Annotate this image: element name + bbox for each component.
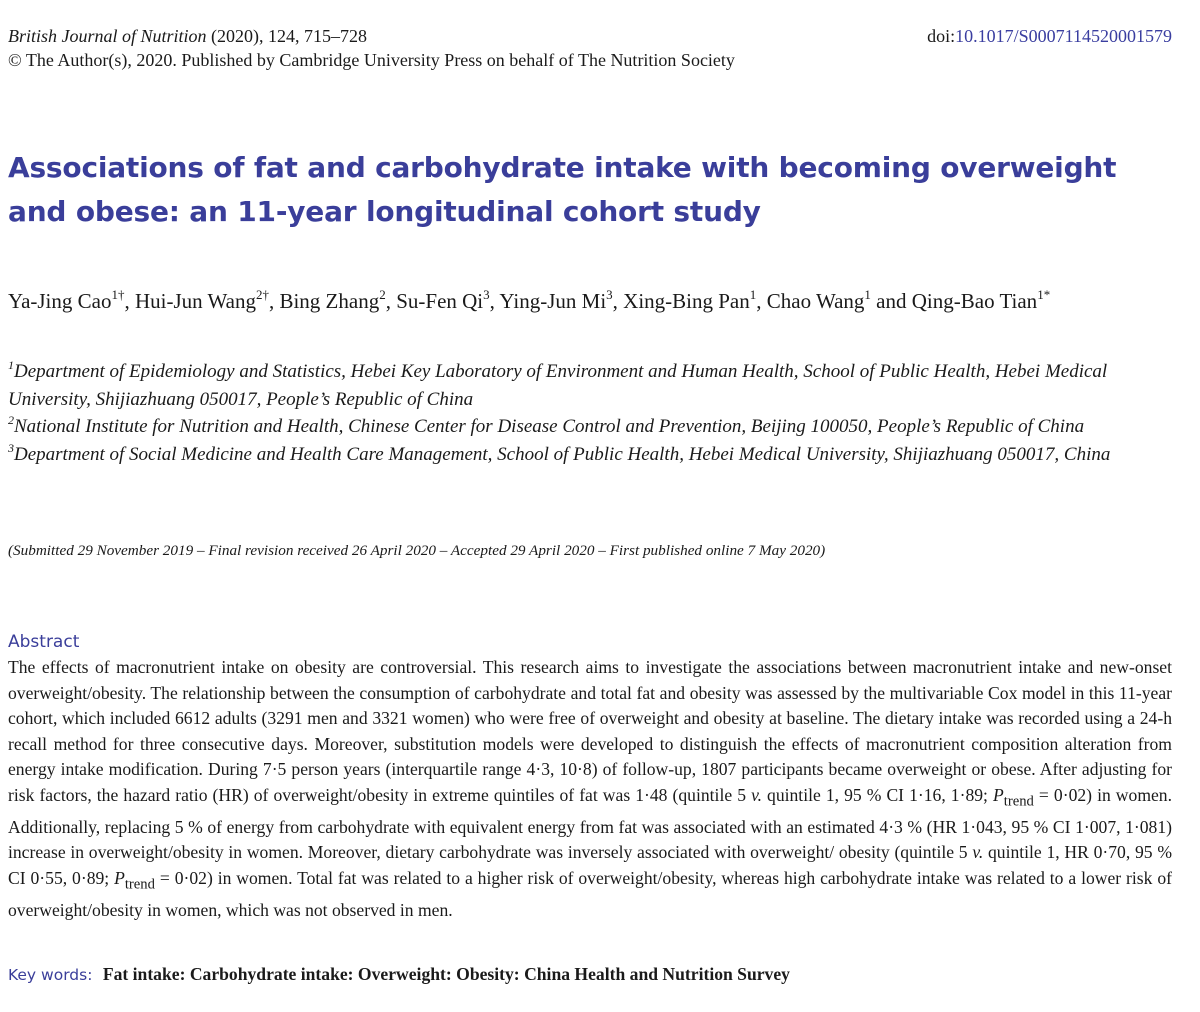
author-name: Ya-Jing Cao: [8, 289, 112, 313]
affiliation-number: 1: [8, 358, 14, 372]
copyright-line: © The Author(s), 2020. Published by Cambridge University Press on behalf of The Nutrition Society: [8, 50, 735, 70]
header-citation-row: [8, 24, 1172, 48]
author-name: Xing-Bing Pan: [623, 289, 750, 313]
author-name: Bing Zhang: [279, 289, 380, 313]
affiliation: [8, 441, 1172, 469]
keywords-list: Fat intake: Carbohydrate intake: Overweight: Obesity: China Health and Nutrition Survey: [102, 964, 790, 984]
affiliation-text: National Institute for Nutrition and Health, Chinese Center for Disease Control and Prevention, Beijing 100050, People’s Republic of China: [14, 416, 1085, 438]
abstract-body: [8, 655, 1172, 923]
affiliation-number: 3: [8, 440, 14, 455]
author-separator: and: [870, 289, 912, 313]
author-separator: ,: [756, 289, 767, 313]
abstract-segment: quintile 1, 95 % CI 1·16, 1·89;: [761, 784, 993, 805]
abstract-versus: v.: [972, 842, 984, 863]
author-affiliation-marker: 2†: [255, 287, 269, 302]
author-affiliation-marker: 1: [864, 287, 871, 302]
author-separator: ,: [268, 289, 280, 313]
abstract-segment: The effects of macronutrient intake on obesity are controversial. This research aims to investigate the associations between macronutrient intake and new-onset overweight/obesity. The relationship between the consumption of carbohydrate and total fat and obesity was assessed by the multivariable Cox model in this 11-year cohort, which included 6612 adults (3291 men and 3321 women) who were free of overweight and obesity at baseline. The dietary intake was recorded using a 24-h recall method for three consecutive days. Moreover, substitution models were developed to distinguish the effects of macronutrient composition alteration from energy intake modification. During 7·5 person years (interquartile range 4·3, 10·8) of follow-up, 1807 participants became overweight or obese. After adjusting for risk factors, the hazard ratio (HR) of overweight/obesity in extreme quintiles of fat was 1·48 (quintile 5: [8, 657, 1172, 805]
author-name: Ying-Jun Mi: [499, 289, 607, 313]
affiliation: [8, 413, 1172, 441]
author-affiliation-marker: 3: [483, 287, 490, 302]
doi: [927, 24, 1172, 48]
author-affiliation-marker: 3: [606, 287, 613, 302]
author-separator: ,: [612, 289, 624, 313]
keywords-label: Key words:: [8, 966, 93, 984]
author-separator: ,: [385, 289, 397, 313]
author-affiliation-marker: 1: [749, 287, 757, 302]
abstract-versus: v.: [751, 784, 762, 805]
affiliation: [8, 358, 1172, 413]
doi-prefix: doi:: [927, 26, 956, 46]
abstract-heading: Abstract: [8, 632, 80, 652]
abstract-segment: quintile 1, HR 0·70, 95 % CI 0·55, 0·89;: [8, 842, 1172, 888]
journal-name: British Journal of Nutrition: [8, 26, 207, 46]
abstract-p-symbol: P: [114, 867, 125, 888]
author-name: Su-Fen Qi: [396, 289, 484, 313]
article-page: [8, 0, 1172, 1012]
doi-link[interactable]: 10.1017/S0007114520001579: [955, 26, 1172, 46]
abstract-segment: = 0·02) in women. Additionally, replacing 5 % of energy from carbohydrate with equivalent energy from fat was associated with an estimated 4·3 % (HR 1·043, 95 % CI 1·007, 1·081) increase in overweight/obesity in women. Moreover, dietary carbohydrate was inversely associated with overweight/ obesity (quintile 5: [8, 784, 1173, 863]
author-affiliation-marker: 1*: [1037, 287, 1051, 302]
author-affiliation-marker: 2: [379, 287, 386, 302]
author-affiliation-marker: 1†: [111, 287, 125, 302]
abstract-p-symbol: P: [993, 784, 1004, 805]
author-name: Hui-Jun Wang: [134, 289, 256, 313]
abstract-text: [8, 655, 1172, 923]
article-title: Associations of fat and carbohydrate intake with becoming overweight and obese: an 11-year longitudinal cohort study: [8, 151, 1117, 228]
author-list: [8, 286, 1172, 316]
author-name: Chao Wang: [766, 289, 865, 313]
author-name: Qing-Bao Tian: [911, 289, 1038, 313]
journal-header: [8, 24, 1172, 72]
abstract-p-subscript: trend: [1003, 793, 1034, 810]
abstract-segment: = 0·02) in women. Total fat was related to a higher risk of overweight/obesity, whereas high carbohydrate intake was related to a lower risk of overweight/obesity in women, which was not observed in men.: [8, 867, 1172, 920]
journal-details: (2020), 124, 715–728: [206, 26, 368, 46]
author-separator: ,: [124, 289, 135, 313]
keywords-section: [8, 961, 1172, 988]
affiliation-text: Department of Social Medicine and Health Care Management, School of Public Health, Hebei Medical University, Shijiazhuang 050017, China: [14, 443, 1111, 465]
affiliation-number: 2: [8, 413, 14, 428]
citation: [8, 24, 367, 48]
affiliation-text: Department of Epidemiology and Statistics, Hebei Key Laboratory of Environment and Human Health, School of Public Health, Hebei Medical University, Shijiazhuang 050017, People’s Republic of China: [8, 361, 1108, 410]
submission-history: (Submitted 29 November 2019 – Final revision received 26 April 2020 – Accepted 29 April 2020 – First published online 7 May 2020): [8, 542, 826, 559]
abstract-p-subscript: trend: [124, 876, 155, 893]
affiliation-list: [8, 358, 1172, 468]
author-separator: ,: [489, 289, 500, 313]
